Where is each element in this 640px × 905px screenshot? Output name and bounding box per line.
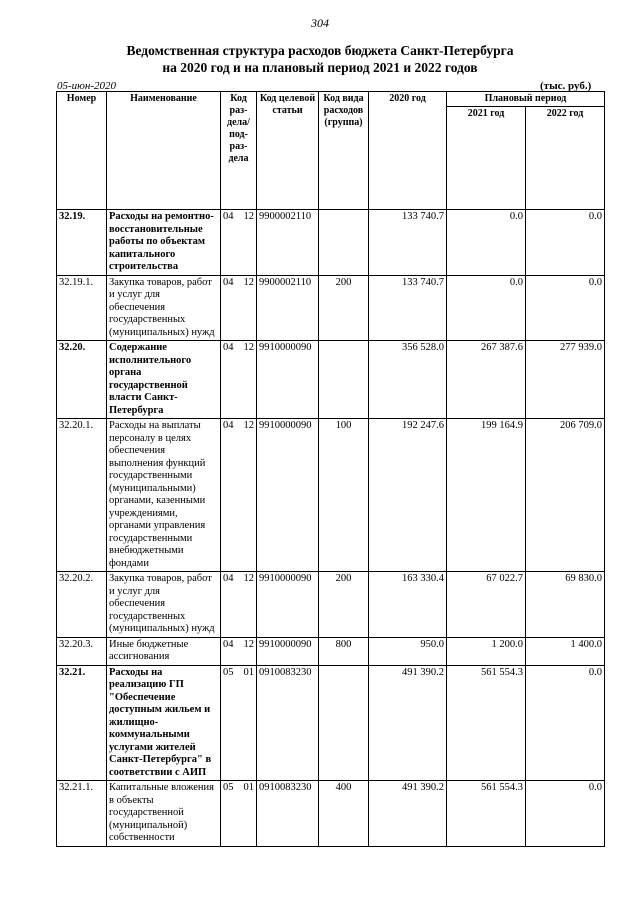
row-kind-code: 100 [319,419,369,572]
section-code: 04 [223,638,234,650]
row-amount-2020: 192 247.6 [369,419,447,572]
header-2020: 2020 год [369,92,447,210]
section-code: 05 [223,666,234,678]
row-name: Закупка товаров, работ и услуг для обеспечения государственных (муниципальных) нужд [107,275,221,341]
document-date: 05-июн-2020 [57,80,117,92]
row-amount-2022: 0.0 [526,275,605,341]
row-target-code: 9910000090 [257,572,319,638]
row-amount-2020: 491 390.2 [369,781,447,847]
document-title [0,42,640,76]
row-amount-2020: 163 330.4 [369,572,447,638]
row-section-code [221,572,257,638]
row-amount-2022: 0.0 [526,665,605,781]
subsection-code: 12 [243,211,254,222]
row-number: 32.20.1. [57,419,107,572]
row-kind-code: 200 [319,275,369,341]
subsection-code: 12 [243,573,254,584]
row-number: 32.21. [57,665,107,781]
subsection-code: 01 [243,782,254,793]
row-name: Расходы на выплаты персоналу в целях обеспечения выполнения функций государственными (муниципальными) органами, казенными учреждениями, органами управления государственными внебюджетными фондами [107,419,221,572]
table-row [57,210,605,276]
row-name: Содержание исполнительного органа государственной власти Санкт-Петербурга [107,341,221,419]
row-amount-2021: 0.0 [447,210,526,276]
row-target-code: 9900002110 [257,275,319,341]
row-target-code: 9910000090 [257,341,319,419]
row-target-code: 0910083230 [257,781,319,847]
row-amount-2021: 1 200.0 [447,637,526,665]
table-row [57,637,605,665]
row-amount-2020: 491 390.2 [369,665,447,781]
subsection-code: 12 [243,342,254,353]
row-number: 32.19.1. [57,275,107,341]
row-section-code [221,637,257,665]
header-section-code: Код раз-дела/ под-раз-дела [221,92,257,210]
row-amount-2022: 69 830.0 [526,572,605,638]
table-row [57,341,605,419]
row-section-code [221,665,257,781]
table-row [57,781,605,847]
row-amount-2021: 0.0 [447,275,526,341]
budget-table [56,91,605,847]
row-amount-2022: 1 400.0 [526,637,605,665]
title-line-2: на 2020 год и на плановый период 2021 и 2022 годов [162,60,478,75]
table-body [57,210,605,847]
header-kind-code: Код вида расходов (группа) [319,92,369,210]
header-name: Наименование [107,92,221,210]
row-amount-2021: 561 554.3 [447,781,526,847]
row-amount-2020: 356 528.0 [369,341,447,419]
table-row [57,419,605,572]
row-kind-code: 200 [319,572,369,638]
table-row [57,665,605,781]
row-section-code [221,781,257,847]
row-number: 32.21.1. [57,781,107,847]
row-number: 32.19. [57,210,107,276]
section-code: 05 [223,782,234,793]
header-2022: 2022 год [526,107,605,210]
row-target-code: 9910000090 [257,419,319,572]
row-number: 32.20. [57,341,107,419]
row-target-code: 0910083230 [257,665,319,781]
row-section-code [221,275,257,341]
section-code: 04 [223,420,234,431]
table-row [57,572,605,638]
row-kind-code [319,341,369,419]
row-kind-code: 800 [319,637,369,665]
row-name: Расходы на ремонтно-восстановительные работы по объектам капитального строительства [107,210,221,276]
row-section-code [221,419,257,572]
row-amount-2021: 67 022.7 [447,572,526,638]
row-section-code [221,341,257,419]
row-name: Закупка товаров, работ и услуг для обеспечения государственных (муниципальных) нужд [107,572,221,638]
row-name: Капитальные вложения в объекты государственной (муниципальной) собственности [107,781,221,847]
row-kind-code: 400 [319,781,369,847]
row-amount-2021: 199 164.9 [447,419,526,572]
header-2021: 2021 год [447,107,526,210]
section-code: 04 [223,276,234,288]
row-target-code: 9900002110 [257,210,319,276]
units-label: (тыс. руб.) [540,80,592,92]
row-name: Иные бюджетные ассигнования [107,637,221,665]
header-planned-period: Плановый период [447,92,605,107]
row-amount-2022: 0.0 [526,210,605,276]
row-amount-2021: 267 387.6 [447,341,526,419]
row-number: 32.20.3. [57,637,107,665]
subsection-code: 12 [243,638,254,650]
header-target-code: Код целевой статьи [257,92,319,210]
subsection-code: 12 [243,420,254,431]
title-line-1: Ведомственная структура расходов бюджета Санкт-Петербурга [126,43,514,58]
row-amount-2022: 206 709.0 [526,419,605,572]
subsection-code: 12 [243,276,254,288]
row-amount-2022: 0.0 [526,781,605,847]
page-number: 304 [311,16,329,30]
table-row [57,275,605,341]
header-number: Номер [57,92,107,210]
row-amount-2022: 277 939.0 [526,341,605,419]
row-kind-code [319,665,369,781]
row-number: 32.20.2. [57,572,107,638]
row-amount-2020: 950.0 [369,637,447,665]
row-kind-code [319,210,369,276]
row-amount-2020: 133 740.7 [369,275,447,341]
section-code: 04 [223,342,234,353]
row-section-code [221,210,257,276]
row-name: Расходы на реализацию ГП "Обеспечение доступным жильем и жилищно-коммунальными услугами жителей Санкт-Петербурга" в соответствии с АИП [107,665,221,781]
subsection-code: 01 [243,666,254,678]
section-code: 04 [223,573,234,584]
row-amount-2020: 133 740.7 [369,210,447,276]
row-amount-2021: 561 554.3 [447,665,526,781]
section-code: 04 [223,211,234,222]
row-target-code: 9910000090 [257,637,319,665]
